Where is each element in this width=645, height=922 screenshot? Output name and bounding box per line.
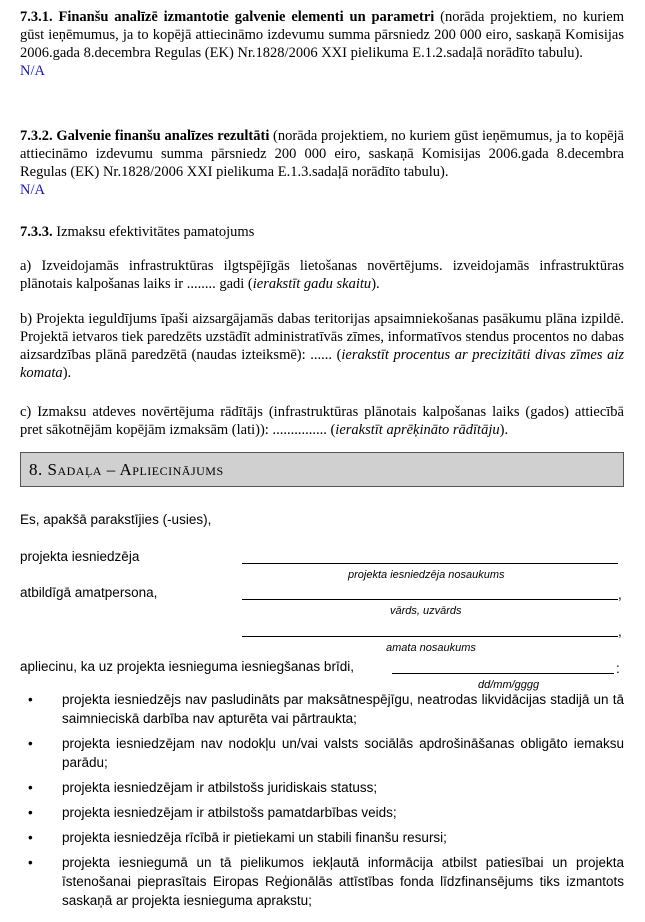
official-label: atbildīgā amatpersona, bbox=[20, 585, 158, 600]
heading-7-3-3-title: Izmaksu efektivitātes pamatojums bbox=[52, 224, 255, 240]
section-8-header bbox=[20, 452, 624, 487]
text-7-3-1: (norāda projektiem, no kuriem gūst ieņēmumus, ja to kopējā attiecināmo izdevumu summa pārsniedz 200 000 eiro, saskaņā Komisijas 2006.gada 8.decembra Regulas (EK) Nr.1828/2006 XXI pielikuma E.1.2.sadaļā norādīto tabulu). bbox=[20, 9, 624, 61]
position-caption: amata nosaukums bbox=[386, 642, 476, 654]
declaration-intro: Es, apakšā parakstījies (-usies), bbox=[20, 512, 212, 527]
date-line[interactable] bbox=[392, 673, 614, 674]
paragraph-a: a) Izveidojamās infrastruktūras ilgtspējīgās lietošanas novērtējums. izveidojamās infrastruktūras plānotais kalpošanas laiks ir ........ gadi (ierakstīt gadu skaitu). bbox=[20, 258, 624, 292]
value-7-3-1: N/A bbox=[20, 63, 45, 79]
list-item: • projekta iesniedzējs nav pasludināts par maksātnespējīgu, neatrodas likvidācijas stadijā un tā saimnieciskā darbība nav apturēta vai pārtraukta; bbox=[28, 692, 624, 726]
bullet-icon: • bbox=[28, 692, 33, 707]
position-comma: , bbox=[618, 624, 622, 639]
bullet-icon: • bbox=[28, 736, 33, 751]
hint-b: ierakstīt procentus ar precizitāti divas zīmes aiz komata bbox=[20, 347, 624, 381]
section-8-title: Sadaļa – Apliecinājums bbox=[47, 460, 224, 479]
position-line[interactable] bbox=[242, 636, 618, 637]
certify-label: apliecinu, ka uz projekta iesnieguma iesniegšanas brīdi, bbox=[20, 659, 354, 674]
list-item: • projekta iesniegumā un tā pielikumos iekļautā informācija atbilst patiesībai un projekta īstenošanai pieprasītais Eiropas Reģionālās attīstības fonda līdzfinansējums tiks izmantots saskaņā ar projekta iesnieguma aprakstu; bbox=[28, 855, 624, 908]
list-item: • projekta iesniedzējam nav nodokļu un/vai valsts sociālās apdrošināšanas obligāto iemaksu parādu; bbox=[28, 736, 624, 770]
official-name-line[interactable] bbox=[242, 599, 618, 600]
bullet-icon: • bbox=[28, 805, 33, 820]
section-8-number: 8. bbox=[29, 460, 48, 479]
bullet-icon: • bbox=[28, 855, 33, 870]
section-7-3-3 bbox=[20, 223, 624, 241]
applicant-label: projekta iesniedzēja bbox=[20, 549, 140, 564]
list-item: • projekta iesniedzējam ir atbilstošs pamatdarbības veids; bbox=[28, 805, 397, 820]
paragraph-c: c) Izmaksu atdeves novērtējuma rādītājs (infrastruktūras plānotais kalpošanas laiks (gados) attiecībā pret sākotnējām kopējām izmaksām (lati)): ............... (ierakstīt aprēķināto rādītāju). bbox=[20, 404, 624, 438]
section-7-3-1 bbox=[20, 8, 624, 80]
hint-a: ierakstīt gadu skaitu bbox=[252, 276, 372, 292]
official-name-comma: , bbox=[618, 587, 622, 602]
hint-c: ierakstīt aprēķināto rādītāju bbox=[335, 422, 500, 438]
applicant-caption: projekta iesniedzēja nosaukums bbox=[348, 569, 505, 581]
date-caption: dd/mm/gggg bbox=[478, 679, 540, 691]
date-colon: : bbox=[616, 661, 620, 676]
value-7-3-2: N/A bbox=[20, 182, 45, 198]
bullet-icon: • bbox=[28, 830, 33, 845]
section-7-3-2 bbox=[20, 127, 624, 199]
bullet-icon: • bbox=[28, 780, 33, 795]
list-item: • projekta iesniedzēja rīcībā ir pietiekami un stabili finanšu resursi; bbox=[28, 830, 447, 845]
heading-7-3-1: 7.3.1. Finanšu analīzē izmantotie galvenie elementi un parametri bbox=[20, 9, 435, 25]
heading-7-3-3-num: 7.3.3. bbox=[20, 224, 53, 240]
name-caption: vārds, uzvārds bbox=[390, 605, 462, 617]
text-7-3-2: (norāda projektiem, no kuriem gūst ieņēmumus, ja to kopējā attiecināmo izdevumu summa pārsniedz 200 000 eiro, saskaņā Komisijas 2006.gada 8.decembra Regulas (EK) Nr.1828/2006 XXI pielikuma E.1.3.sadaļā norādīto tabulu). bbox=[20, 128, 624, 180]
applicant-name-line[interactable] bbox=[242, 563, 618, 564]
list-item: • projekta iesniedzējam ir atbilstošs juridiskais statuss; bbox=[28, 780, 378, 795]
heading-7-3-2: 7.3.2. Galvenie finanšu analīzes rezultāti bbox=[20, 128, 270, 144]
paragraph-b: b) Projekta ieguldījums īpaši aizsargājamās dabas teritorijas apsaimniekošanas pasākumu plāna izpildē. Projektā ietvaros tiek paredzēts uzstādīt administratīvās zīmes, informatīvos stendus procentos no dabas aizsardzības plānā paredzētā (naudas izteiksmē): ...... (ierakstīt procentus ar precizitāti divas zīmes aiz komata). bbox=[20, 311, 624, 381]
declaration-list bbox=[20, 690, 624, 916]
